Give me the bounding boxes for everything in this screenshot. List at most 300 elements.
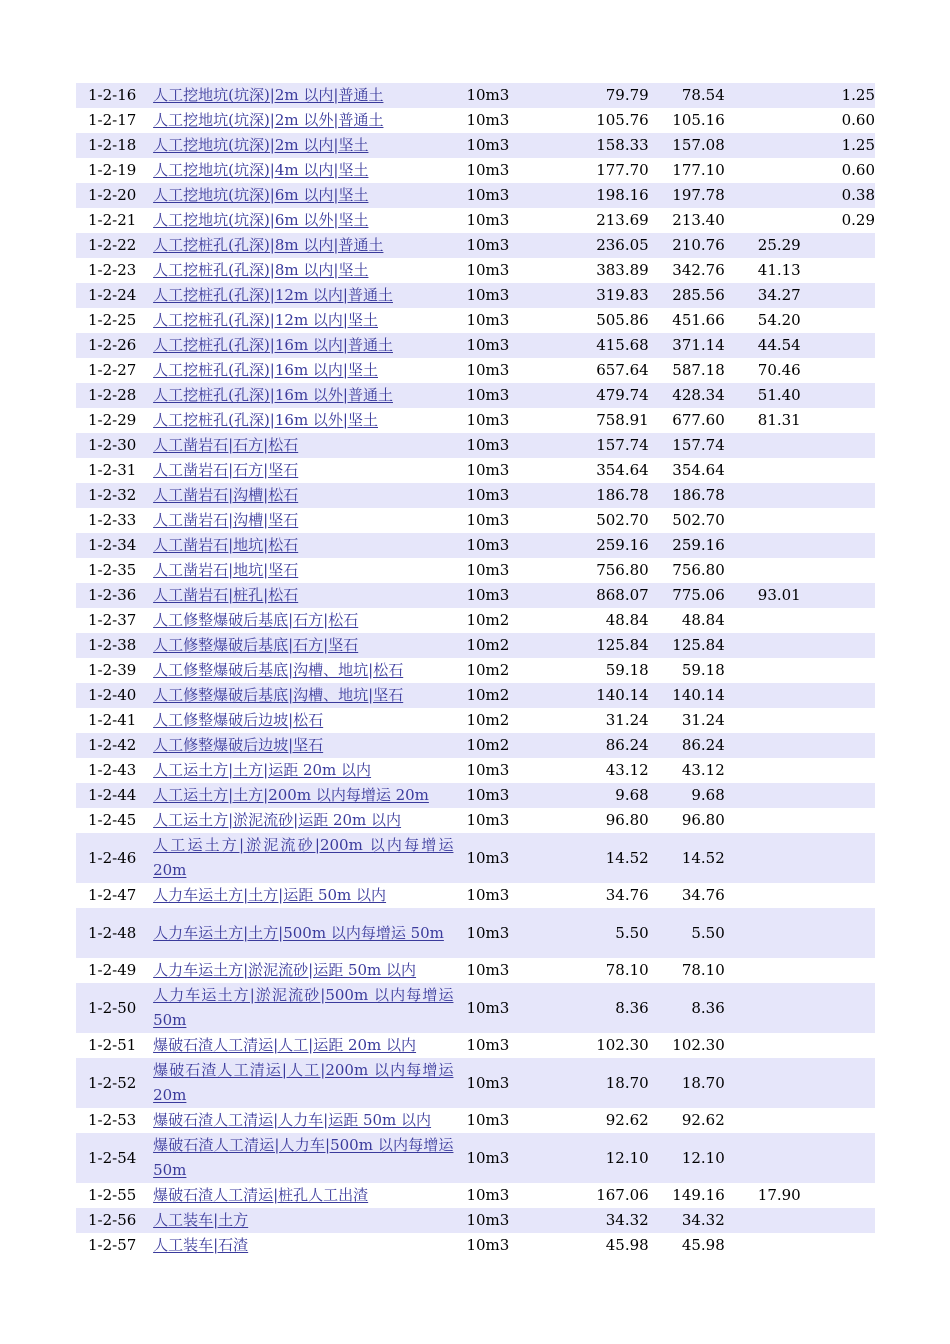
row-material-cost [725,1058,788,1108]
row-machine-cost [788,433,875,458]
row-name-link[interactable]: 人力车运土方|淤泥流砂|500m 以内每增运 50m [153,986,454,1029]
row-labor-cost: 371.14 [649,333,725,358]
row-unit: 10m2 [466,711,510,729]
row-material-cost [725,733,788,758]
row-code: 1-2-24 [76,283,153,308]
table-row [76,708,875,733]
row-machine-cost [788,1108,875,1133]
row-code: 1-2-37 [88,611,137,629]
row-name-link[interactable]: 人工运土方|淤泥流砂|运距 20m 以内 [153,811,402,829]
row-name-link[interactable]: 人力车运土方|淤泥流砂|运距 50m 以内 [153,961,417,979]
row-name-cell [153,458,453,483]
row-machine-cost [788,258,875,283]
row-machine-cost [788,1133,875,1183]
row-unit: 10m3 [453,483,563,508]
row-code: 1-2-36 [76,583,153,608]
row-code: 1-2-44 [76,783,153,808]
table-row [76,783,875,808]
table-row [76,1033,875,1058]
table-row [76,83,875,108]
row-total-price: 92.62 [605,1111,649,1129]
row-name-cell [153,158,453,183]
row-name-link[interactable]: 人工修整爆破后基底|石方|坚石 [153,636,359,654]
row-total-price: 5.50 [564,908,649,958]
row-material-cost [725,883,788,908]
row-total-price: 105.76 [596,111,649,129]
row-labor-cost: 48.84 [681,611,725,629]
row-machine-cost [788,608,875,633]
row-material-cost [725,658,788,683]
table-row [76,608,875,633]
row-unit: 10m2 [466,611,510,629]
row-code: 1-2-34 [76,533,153,558]
table-row [76,633,875,658]
row-name-cell [153,808,453,833]
row-name-cell [153,183,453,208]
row-unit: 10m2 [453,733,563,758]
row-material-cost: 54.20 [757,311,801,329]
row-total-price: 236.05 [564,233,649,258]
row-name-link[interactable]: 爆破石渣人工清运|人工|200m 以内每增运 20m [153,1061,454,1104]
row-code: 1-2-31 [88,461,137,479]
row-labor-cost: 259.16 [649,533,725,558]
row-name-link[interactable]: 人工凿岩石|石方|坚石 [153,461,299,479]
row-labor-cost: 157.74 [649,433,725,458]
row-total-price: 45.98 [605,1236,649,1254]
table-row [76,733,875,758]
row-name-link[interactable]: 爆破石渣人工清运|人力车|500m 以内每增运 50m [153,1136,454,1179]
row-total-price: 319.83 [564,283,649,308]
row-code: 1-2-25 [88,311,137,329]
row-name-link[interactable]: 人力车运土方|土方|500m 以内每增运 50m [153,923,444,942]
row-total-price: 34.76 [605,886,649,904]
row-material-cost: 51.40 [725,383,788,408]
row-machine-cost [788,583,875,608]
row-material-cost [725,1233,788,1258]
row-code: 1-2-53 [88,1111,137,1129]
row-material-cost [725,108,788,133]
row-code: 1-2-45 [88,811,137,829]
row-name-cell [153,408,453,433]
row-name-link[interactable]: 人工修整爆破后边坡|坚石 [153,736,324,754]
row-total-price: 415.68 [564,333,649,358]
row-name-link[interactable]: 爆破石渣人工清运|人力车|运距 50m 以内 [153,1111,432,1129]
row-name-link[interactable]: 人工挖桩孔(孔深)|8m 以内|普通土 [153,236,384,254]
row-name-cell [153,1183,453,1208]
row-unit: 10m3 [453,133,563,158]
row-material-cost [725,783,788,808]
row-name-link[interactable]: 人工运土方|土方|200m 以内每增运 20m [153,786,429,804]
row-name-link[interactable]: 人工挖桩孔(孔深)|16m 以内|普通土 [153,336,393,354]
row-unit: 10m3 [466,1111,510,1129]
row-labor-cost: 12.10 [649,1133,725,1183]
row-unit: 10m3 [466,961,510,979]
row-unit: 10m3 [466,1236,510,1254]
row-code: 1-2-55 [88,1186,137,1204]
table-row [76,533,875,558]
row-labor-cost: 285.56 [649,283,725,308]
row-code: 1-2-52 [76,1058,153,1108]
row-name-cell [153,658,453,683]
row-labor-cost: 177.10 [672,161,725,179]
row-material-cost [725,83,788,108]
row-total-price: 43.12 [605,761,649,779]
row-total-price: 213.69 [596,211,649,229]
row-name-cell [153,433,453,458]
row-name-cell [153,633,453,658]
row-material-cost [725,633,788,658]
row-labor-cost: 78.54 [649,83,725,108]
row-name-cell [153,758,453,783]
row-machine-cost: 0.38 [788,183,875,208]
row-labor-cost: 149.16 [672,1186,725,1204]
row-code: 1-2-26 [76,333,153,358]
row-name-link[interactable]: 人工挖地坑(坑深)|2m 以内|普通土 [153,86,384,104]
row-code: 1-2-29 [88,411,137,429]
table-row [76,308,875,333]
table-row [76,158,875,183]
row-labor-cost: 502.70 [672,511,725,529]
row-name-link[interactable]: 人工凿岩石|石方|松石 [153,436,299,454]
row-labor-cost: 186.78 [649,483,725,508]
row-name-link[interactable]: 人工装车|石渣 [153,1236,249,1254]
row-total-price: 502.70 [596,511,649,529]
row-total-price: 34.32 [564,1208,649,1233]
row-material-cost [725,758,788,783]
table-row [76,558,875,583]
row-material-cost [725,433,788,458]
row-unit: 10m3 [466,161,510,179]
row-unit: 10m3 [453,233,563,258]
row-code: 1-2-56 [76,1208,153,1233]
row-material-cost [725,508,788,533]
row-name-cell [153,583,453,608]
row-name-link[interactable]: 人工挖地坑(坑深)|6m 以外|坚土 [153,211,369,229]
row-machine-cost: 0.60 [841,111,875,129]
row-name-link[interactable]: 人工挖桩孔(孔深)|16m 以外|坚土 [153,411,378,429]
row-machine-cost [788,758,875,783]
table-row [76,983,875,1033]
row-unit: 10m3 [453,1058,563,1108]
row-code: 1-2-19 [88,161,137,179]
row-total-price: 8.36 [564,983,649,1033]
row-name-link[interactable]: 人工凿岩石|沟槽|坚石 [153,511,299,529]
row-labor-cost: 18.70 [649,1058,725,1108]
row-material-cost [725,808,788,833]
row-labor-cost: 31.24 [681,711,725,729]
row-unit: 10m2 [453,683,563,708]
row-code: 1-2-40 [76,683,153,708]
row-machine-cost [788,833,875,883]
row-material-cost: 93.01 [725,583,788,608]
row-material-cost: 17.90 [757,1186,801,1204]
row-total-price: 657.64 [596,361,649,379]
row-total-price: 198.16 [564,183,649,208]
row-labor-cost: 428.34 [649,383,725,408]
table-row [76,1233,875,1258]
row-name-link[interactable]: 人力车运土方|土方|运距 50m 以内 [153,886,387,904]
row-name-cell [153,1108,453,1133]
row-name-link[interactable]: 人工凿岩石|沟槽|松石 [153,486,299,504]
row-name-cell [153,983,453,1033]
table-row [76,883,875,908]
table-row [76,683,875,708]
row-labor-cost: 677.60 [672,411,725,429]
row-material-cost [725,558,788,583]
row-labor-cost: 102.30 [672,1036,725,1054]
row-name-cell [153,1133,453,1183]
row-code: 1-2-48 [76,908,153,958]
row-code: 1-2-47 [88,886,137,904]
row-name-link[interactable]: 人工挖桩孔(孔深)|16m 以内|坚土 [153,361,378,379]
row-material-cost [725,1133,788,1183]
row-unit: 10m3 [453,983,563,1033]
row-name-cell [153,608,453,633]
row-code: 1-2-57 [88,1236,137,1254]
row-material-cost [725,183,788,208]
row-machine-cost [788,883,875,908]
row-machine-cost [788,1233,875,1258]
row-total-price: 86.24 [564,733,649,758]
row-code: 1-2-54 [76,1133,153,1183]
row-unit: 10m3 [453,83,563,108]
row-total-price: 756.80 [596,561,649,579]
table-row [76,183,875,208]
row-name-link[interactable]: 人工挖桩孔(孔深)|16m 以外|普通土 [153,386,393,404]
row-name-link[interactable]: 人工修整爆破后边坡|松石 [153,711,324,729]
table-row [76,208,875,233]
table-row [76,1208,875,1233]
table-row [76,808,875,833]
row-unit: 10m3 [466,761,510,779]
row-machine-cost [788,1033,875,1058]
row-name-link[interactable]: 人工凿岩石|地坑|坚石 [153,561,299,579]
row-unit: 10m3 [453,1208,563,1233]
row-name-link[interactable]: 人工挖地坑(坑深)|6m 以内|坚土 [153,186,369,204]
row-machine-cost [788,658,875,683]
row-labor-cost: 157.08 [649,133,725,158]
table-row [76,958,875,983]
row-code: 1-2-42 [76,733,153,758]
table-row [76,1058,875,1108]
row-unit: 10m3 [453,183,563,208]
row-name-cell [153,533,453,558]
row-name-link[interactable]: 爆破石渣人工清运|桩孔人工出渣 [153,1186,369,1204]
table-row [76,108,875,133]
table-row [76,1133,875,1183]
row-total-price: 14.52 [564,833,649,883]
row-machine-cost [788,558,875,583]
row-labor-cost: 756.80 [672,561,725,579]
row-machine-cost [788,233,875,258]
row-name-link[interactable]: 人工挖桩孔(孔深)|8m 以内|坚土 [153,261,369,279]
row-unit: 10m2 [453,633,563,658]
row-code: 1-2-50 [76,983,153,1033]
row-total-price: 78.10 [605,961,649,979]
row-unit: 10m3 [466,211,510,229]
row-code: 1-2-39 [88,661,137,679]
row-machine-cost [788,708,875,733]
row-machine-cost [788,333,875,358]
row-machine-cost [788,383,875,408]
table-row [76,508,875,533]
row-material-cost [725,958,788,983]
row-material-cost [725,158,788,183]
row-machine-cost [788,1208,875,1233]
row-unit: 10m3 [466,361,510,379]
table-row [76,408,875,433]
row-labor-cost: 34.32 [649,1208,725,1233]
row-material-cost: 34.27 [725,283,788,308]
row-machine-cost [788,633,875,658]
row-total-price: 96.80 [605,811,649,829]
row-name-cell [153,233,453,258]
row-code: 1-2-22 [76,233,153,258]
row-unit: 10m3 [453,533,563,558]
row-total-price: 102.30 [596,1036,649,1054]
row-name-cell [153,908,453,958]
row-unit: 10m3 [466,111,510,129]
row-machine-cost [788,683,875,708]
row-total-price: 167.06 [596,1186,649,1204]
row-machine-cost [788,783,875,808]
row-material-cost [725,133,788,158]
row-material-cost [725,608,788,633]
row-name-cell [153,1058,453,1108]
row-code: 1-2-20 [76,183,153,208]
row-name-cell [153,1233,453,1258]
row-name-cell [153,508,453,533]
table-row [76,358,875,383]
row-name-cell [153,258,453,283]
row-total-price: 12.10 [564,1133,649,1183]
row-name-cell [153,83,453,108]
row-code: 1-2-21 [88,211,137,229]
row-name-link[interactable]: 人工挖地坑(坑深)|4m 以内|坚土 [153,161,369,179]
row-labor-cost: 587.18 [672,361,725,379]
row-code: 1-2-27 [88,361,137,379]
row-unit: 10m3 [453,583,563,608]
row-machine-cost [788,358,875,383]
row-machine-cost [788,308,875,333]
row-unit: 10m3 [453,783,563,808]
row-name-link[interactable]: 人工挖地坑(坑深)|2m 以外|普通土 [153,111,384,129]
row-unit: 10m3 [466,511,510,529]
row-name-link[interactable]: 人工装车|土方 [153,1211,249,1229]
row-name-cell [153,283,453,308]
table-row [76,658,875,683]
row-labor-cost: 8.36 [649,983,725,1033]
row-name-link[interactable]: 爆破石渣人工清运|人工|运距 20m 以内 [153,1036,417,1054]
row-material-cost [725,833,788,883]
row-code: 1-2-33 [88,511,137,529]
row-name-link[interactable]: 人工挖桩孔(孔深)|12m 以内|普通土 [153,286,393,304]
row-unit: 10m3 [466,811,510,829]
row-unit: 10m3 [466,1036,510,1054]
row-name-cell [153,483,453,508]
row-total-price: 259.16 [564,533,649,558]
row-labor-cost: 34.76 [681,886,725,904]
row-machine-cost [788,408,875,433]
row-total-price: 479.74 [564,383,649,408]
table-row [76,433,875,458]
row-code: 1-2-28 [76,383,153,408]
row-name-cell [153,133,453,158]
row-machine-cost [788,983,875,1033]
row-material-cost: 25.29 [725,233,788,258]
row-labor-cost: 96.80 [681,811,725,829]
row-name-link[interactable]: 人工运土方|土方|运距 20m 以内 [153,761,372,779]
row-machine-cost [788,458,875,483]
table-row [76,333,875,358]
row-material-cost [725,208,788,233]
row-unit: 10m3 [466,886,510,904]
row-name-cell [153,383,453,408]
row-name-link[interactable]: 人工凿岩石|地坑|松石 [153,536,299,554]
row-labor-cost: 59.18 [681,661,725,679]
row-code: 1-2-30 [76,433,153,458]
row-labor-cost: 140.14 [649,683,725,708]
row-code: 1-2-43 [88,761,137,779]
row-name-link[interactable]: 人工修整爆破后基底|石方|松石 [153,611,359,629]
row-name-link[interactable]: 人工修整爆破后基底|沟槽、地坑|松石 [153,661,404,679]
row-name-cell [153,208,453,233]
row-total-price: 140.14 [564,683,649,708]
row-machine-cost [788,808,875,833]
row-unit: 10m3 [453,908,563,958]
row-unit: 10m3 [453,433,563,458]
row-machine-cost [788,283,875,308]
row-labor-cost: 43.12 [681,761,725,779]
row-material-cost [725,908,788,958]
table-row [76,833,875,883]
table-row [76,383,875,408]
row-material-cost: 70.46 [757,361,801,379]
row-total-price: 31.24 [605,711,649,729]
row-name-cell [153,958,453,983]
table-row [76,133,875,158]
row-unit: 10m3 [453,383,563,408]
row-code: 1-2-35 [88,561,137,579]
row-unit: 10m2 [466,661,510,679]
row-machine-cost: 0.29 [841,211,875,229]
row-unit: 10m3 [466,561,510,579]
row-unit: 10m3 [453,283,563,308]
row-material-cost: 81.31 [757,411,801,429]
row-code: 1-2-41 [88,711,137,729]
row-code: 1-2-46 [76,833,153,883]
row-machine-cost [788,1058,875,1108]
row-material-cost [725,983,788,1033]
row-total-price: 59.18 [605,661,649,679]
row-labor-cost: 342.76 [672,261,725,279]
row-total-price: 48.84 [605,611,649,629]
row-name-link[interactable]: 人工挖地坑(坑深)|2m 以内|坚土 [153,136,369,154]
row-name-link[interactable]: 人工挖桩孔(孔深)|12m 以内|坚土 [153,311,378,329]
row-labor-cost: 14.52 [649,833,725,883]
row-total-price: 18.70 [564,1058,649,1108]
row-machine-cost [788,483,875,508]
row-name-link[interactable]: 人工修整爆破后基底|沟槽、地坑|坚石 [153,686,404,704]
table-row [76,483,875,508]
table-row [76,908,875,958]
row-name-link[interactable]: 人工凿岩石|桩孔|松石 [153,586,299,604]
row-material-cost [725,458,788,483]
row-material-cost [725,533,788,558]
row-labor-cost: 105.16 [672,111,725,129]
row-name-link[interactable]: 人工运土方|淤泥流砂|200m 以内每增运 20m [153,836,454,879]
row-machine-cost [788,908,875,958]
